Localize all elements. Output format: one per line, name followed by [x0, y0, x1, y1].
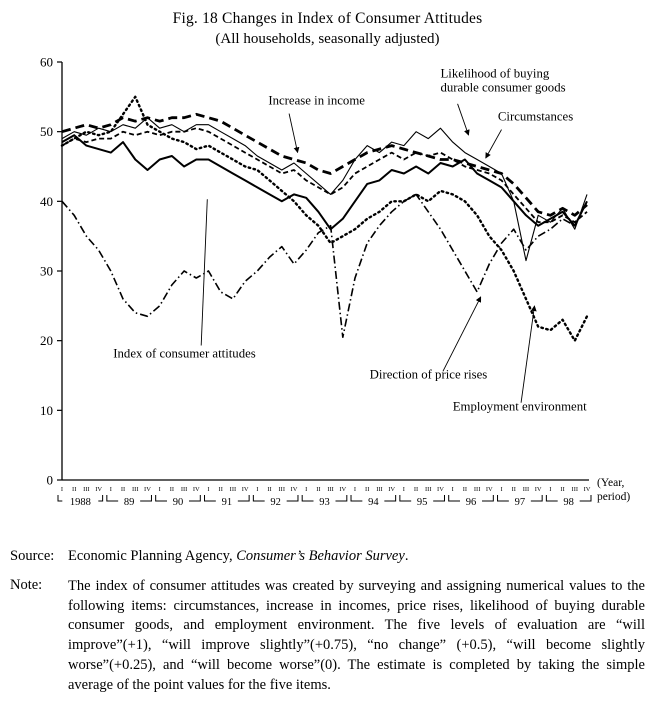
- note-label: Note:: [10, 577, 43, 593]
- quarter-tick-label: II: [365, 486, 370, 493]
- quarter-tick-label: I: [256, 486, 259, 493]
- quarter-tick-label: IV: [437, 486, 444, 493]
- quarter-tick-label: II: [560, 486, 565, 493]
- source-period: .: [404, 548, 409, 564]
- year-label: 97: [514, 497, 526, 508]
- quarter-tick-label: IV: [290, 486, 298, 493]
- quarter-tick-label: II: [413, 486, 419, 493]
- year-label: 94: [368, 497, 379, 508]
- quarter-tick-label: I: [549, 486, 552, 493]
- quarter-tick-label: I: [451, 486, 454, 493]
- year-label: 93: [319, 497, 330, 508]
- quarter-tick-label: III: [571, 486, 579, 493]
- quarter-tick-label: III: [229, 486, 237, 493]
- annotation-increase-in-income: Increase in income: [268, 93, 365, 108]
- year-label: 96: [465, 497, 477, 508]
- quarter-tick-label: III: [376, 486, 383, 493]
- y-tick-label: 60: [40, 54, 53, 70]
- quarter-tick-label: III: [425, 486, 432, 493]
- axis-unit-note: period): [597, 491, 631, 503]
- quarter-tick-label: III: [278, 486, 286, 493]
- quarter-tick-label: II: [267, 486, 272, 493]
- quarter-tick-label: I: [353, 486, 357, 493]
- annotation-leader: [289, 114, 298, 153]
- y-tick-label: 40: [40, 193, 53, 209]
- quarter-tick-label: IV: [388, 486, 396, 493]
- figure-title-block: [0, 0, 655, 48]
- y-tick-label: 0: [46, 472, 53, 488]
- quarter-tick-label: I: [109, 486, 112, 493]
- quarter-tick-label: III: [522, 486, 530, 493]
- series-line: [62, 194, 587, 337]
- annotation-likelihood-of-buying: Likelihood of buying: [440, 66, 550, 81]
- quarter-tick-label: IV: [339, 486, 347, 493]
- quarter-tick-label: II: [316, 486, 321, 493]
- source-survey-title: Consumer’s Behavior Survey: [236, 548, 405, 564]
- y-tick-label: 10: [40, 402, 53, 418]
- year-label: 1988: [69, 497, 91, 508]
- note-text: The index of consumer attitudes was created by surveying and assigning numerical values to the following items: circumstances, increase in incomes, price rises, likelihood of buying durable consumer goods, and employment environment. The five levels of evaluation are “will improve”(+1), “will improve slightly”(+0.75), “no change” (+0.5), “will become slightly worse”(+0.25), and “will become worse”(0). The estimate is completed by taking the simple average of the point values for the five items.: [68, 578, 645, 693]
- consumer-attitudes-chart: [4, 50, 655, 540]
- annotation-index-of-consumer-attitudes: Index of consumer attitudes: [113, 346, 256, 361]
- y-tick-label: 30: [40, 263, 53, 279]
- quarter-tick-label: IV: [192, 486, 200, 493]
- chart-svg: [4, 50, 649, 535]
- annotation-leader: [486, 130, 502, 159]
- y-tick-label: 50: [40, 124, 53, 140]
- series-line: [62, 128, 587, 222]
- quarter-tick-label: I: [402, 486, 405, 493]
- figure-subtitle: (All households, seasonally adjusted): [215, 31, 440, 47]
- source-row: [0, 548, 655, 565]
- source-label: Source:: [10, 548, 55, 564]
- quarter-tick-label: IV: [583, 486, 591, 493]
- annotation-likelihood-of-buying: durable consumer goods: [440, 80, 566, 95]
- figure-title: Fig. 18 Changes in Index of Consumer Attitudes: [172, 10, 483, 27]
- quarter-tick-label: III: [132, 486, 139, 493]
- year-label: 90: [172, 497, 184, 508]
- annotation-direction-of-price-rises: Direction of price rises: [369, 367, 488, 382]
- year-label: 95: [416, 497, 428, 508]
- annotation-circumstances: Circumstances: [497, 109, 574, 124]
- year-label: 89: [123, 497, 135, 508]
- quarter-tick-label: II: [462, 486, 468, 493]
- annotation-leader: [443, 297, 481, 372]
- year-label: 91: [221, 497, 233, 508]
- quarter-tick-label: IV: [534, 486, 542, 493]
- year-label: 92: [270, 497, 281, 508]
- quarter-tick-label: II: [120, 486, 126, 493]
- annotation-employment-environment: Employment environment: [452, 399, 587, 414]
- quarter-tick-label: IV: [241, 486, 249, 493]
- series-line: [62, 118, 587, 261]
- quarter-tick-label: III: [180, 486, 188, 493]
- source-text: [68, 548, 645, 565]
- quarter-tick-label: III: [327, 486, 334, 493]
- quarter-tick-label: II: [72, 486, 77, 493]
- quarter-tick-label: IV: [95, 486, 103, 493]
- year-label: 98: [563, 497, 574, 508]
- source-agency: Economic Planning Agency,: [68, 548, 237, 564]
- quarter-tick-label: II: [511, 486, 516, 493]
- annotation-leader: [201, 199, 207, 345]
- quarter-tick-label: I: [207, 486, 210, 493]
- quarter-tick-label: III: [83, 486, 90, 493]
- quarter-tick-label: IV: [485, 486, 493, 493]
- quarter-tick-label: I: [158, 486, 161, 493]
- quarter-tick-label: I: [60, 486, 64, 493]
- note-row: [0, 577, 655, 695]
- series-line: [62, 135, 587, 229]
- y-tick-label: 20: [40, 333, 53, 349]
- quarter-tick-label: II: [218, 486, 223, 493]
- axis-unit-note: (Year,: [597, 477, 625, 489]
- quarter-tick-label: I: [305, 486, 308, 493]
- quarter-tick-label: II: [169, 486, 175, 493]
- quarter-tick-label: III: [473, 486, 481, 493]
- quarter-tick-label: I: [500, 486, 503, 493]
- annotation-leader: [521, 306, 534, 403]
- quarter-tick-label: IV: [144, 486, 151, 493]
- annotation-leader: [458, 104, 469, 135]
